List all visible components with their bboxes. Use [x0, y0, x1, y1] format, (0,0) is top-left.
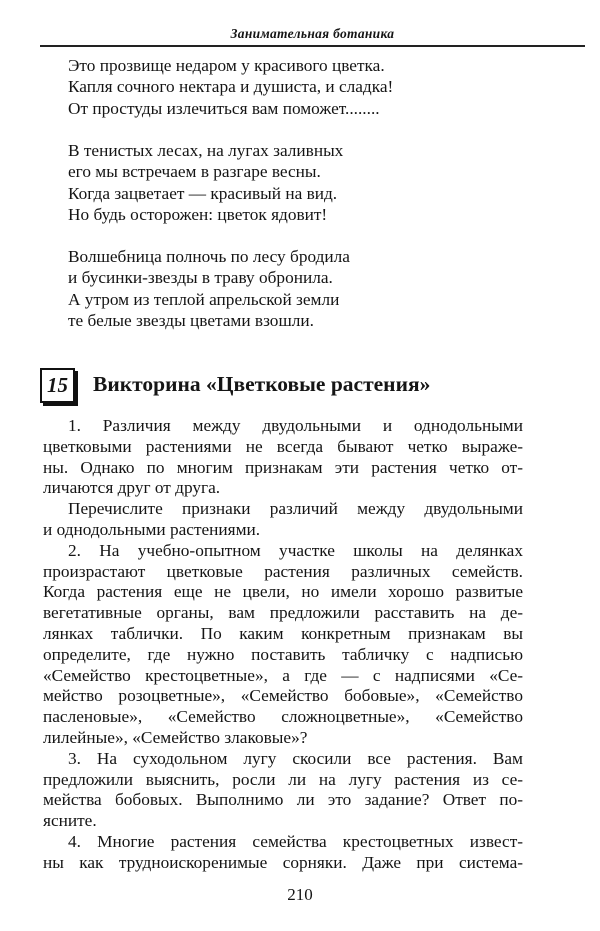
- paragraph-line: ясните.: [43, 811, 97, 831]
- paragraph-line: 1. Различия между двудольными и однодольными: [68, 416, 523, 435]
- header-rule: [40, 45, 585, 47]
- paragraph-line: Когда растения еще не цвели, но имели хорошо развитые: [43, 582, 523, 602]
- poem-line: те белые звезды цветами взошли.: [68, 311, 314, 330]
- paragraph-line: 2. На учебно-опытном участке школы на делянках: [68, 540, 523, 560]
- poem-line: В тенистых лесах, на лугах заливных: [68, 140, 344, 160]
- poem-line: Это прозвище недаром у красивого цветка.: [68, 56, 385, 75]
- paragraph-line: пасленовые», «Семейство сложноцветные», «Семейство: [43, 707, 523, 727]
- paragraph-line: мейства бобовых. Выполнимо ли это задание? Ответ по-: [43, 790, 523, 810]
- paragraph-line: и однодольными растениями.: [43, 520, 261, 539]
- section-title: Викторина «Цветковые растения»: [93, 372, 431, 396]
- paragraph-line: «Семейство крестоцветные», а где — с надписями «Се-: [43, 665, 523, 685]
- paragraph-line: ны как трудноискоренимые сорняки. Даже при система-: [43, 852, 523, 872]
- poem-line: и бусинки-звезды в траву обронила.: [68, 268, 333, 288]
- paragraph-line: ны. Однако по многим признакам эти растения четко от-: [43, 457, 523, 477]
- paragraph-line: цветковыми растениями не всегда бывают четко выраже-: [43, 436, 523, 456]
- paragraph-line: вегетативные органы, вам предложили расставить на де-: [43, 603, 523, 623]
- paragraph-line: Перечислите признаки различий между двудольными: [68, 499, 523, 519]
- paragraph-line: 3. На суходольном лугу скосили все растения. Вам: [68, 748, 523, 768]
- running-header: Занимательная ботаника: [230, 26, 395, 41]
- poem-line: Но будь осторожен: цветок ядовит!: [68, 204, 328, 224]
- poem-line: Когда зацветает — красивый на вид.: [68, 183, 338, 203]
- paragraph-line: предложили выяснить, росли ли на лугу растения из се-: [43, 769, 523, 789]
- poem-line: От простуды излечиться вам поможет........: [68, 98, 380, 118]
- poem-line: его мы встречаем в разгаре весны.: [68, 162, 321, 182]
- poem-line: Волшебница полночь по лесу бродила: [68, 247, 350, 267]
- paragraph-line: мейство розоцветные», «Семейство бобовые», «Семейство: [43, 686, 523, 706]
- paragraph-line: личаются друг от друга.: [43, 478, 221, 498]
- poem-line: А утром из теплой апрельской земли: [68, 289, 340, 309]
- paragraph-line: лилейные», «Семейство злаковые»?: [43, 728, 308, 747]
- paragraph-line: произрастают цветковые растения различных семейств.: [43, 561, 523, 581]
- paragraph-line: определите, где нужно поставить табличку с надписью: [43, 644, 523, 664]
- paragraph-line: лянках таблички. По каким конкретным признакам вы: [43, 624, 523, 643]
- paragraph-line: 4. Многие растения семейства крестоцветных извест-: [68, 832, 523, 851]
- poem-line: Капля сочного нектара и душиста, и сладка!: [68, 77, 394, 97]
- page-number: 210: [287, 885, 313, 904]
- section-number-box: 15: [40, 368, 75, 403]
